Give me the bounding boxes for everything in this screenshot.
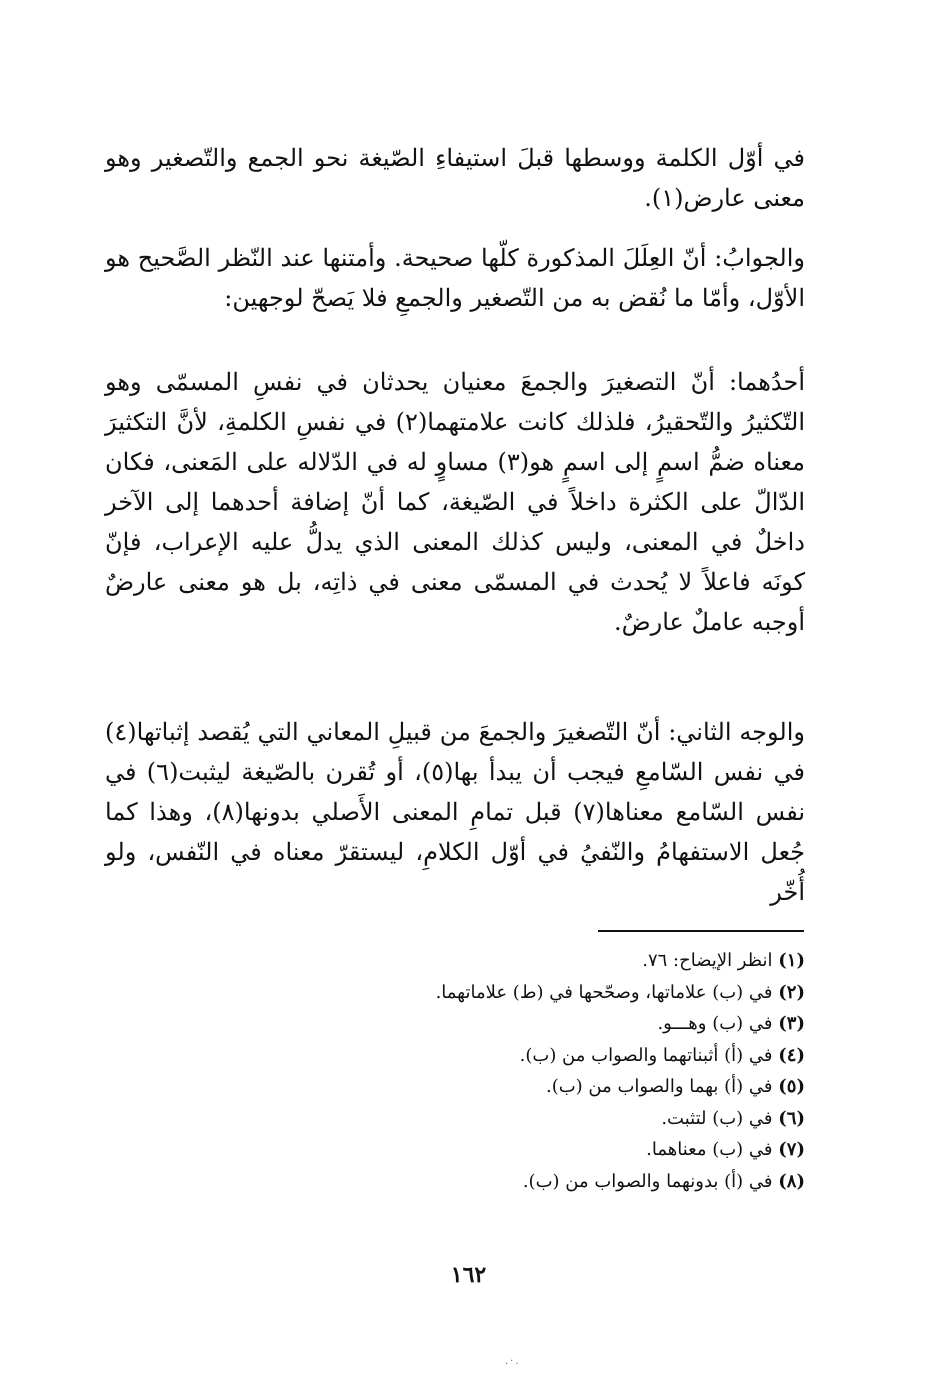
footnote-text: في (ب) علاماتها، وصحّحها في (ط) علاماتهما.	[435, 981, 773, 1003]
footnote-divider	[598, 930, 804, 932]
footnote-item	[300, 1040, 805, 1072]
paragraph-2: والجوابُ: أنّ العِلَلَ المذكورة كلّها صحيحة. وأمتنها عند النّظر الصَّحيح هو الأوّل، وأمّا ما نُقض به من التّصغير والجمعِ فلا يَصحّ لوجهين:	[105, 244, 805, 312]
footnote-item	[300, 1103, 805, 1135]
page-number: ١٦٢	[450, 1262, 487, 1288]
paragraph-3: أحدُهما: أنّ التصغيرَ والجمعَ معنيان يحدثان في نفسِ المسمّى وهو التّكثيرُ والتّحقيرُ، فلذلك كانت علامتهما(٢) في نفسِ الكلمةِ، لأنَّ التكثيرَ معناه ضمُّ اسمٍ إلى اسمٍ هو(٣) مساوٍ له في الدّلاله على المَعنى، فكان الدّالّ على الكثرة داخلاً في الصّيغة، كما أنّ إضافة أحدهما إلى الآخر داخلٌ في المعنى، وليس كذلك المعنى الذي يدلُّ عليه الإعراب، فإنّ كونَه فاعلاً لا يُحدث في المسمّى معنى في ذاتِه، بل هو معنى عارضٌ أوجبه عاملٌ عارضٌ.	[105, 368, 806, 636]
footnote-number: (٤)	[778, 1044, 805, 1066]
footnote-number: (٧)	[778, 1139, 805, 1160]
footnote-text: انظر الإيضاح: ٧٦.	[642, 950, 773, 971]
footnote-item	[300, 1166, 805, 1198]
footnotes-list	[300, 945, 805, 1197]
footnote-number: (٣)	[778, 1013, 805, 1034]
footnote-text: في (أ) بهما والصواب من (ب).	[545, 1076, 773, 1097]
footnote-text: في (أ) أثبناتهما والصواب من (ب).	[519, 1044, 773, 1066]
footnote-number: (٨)	[778, 1170, 805, 1192]
footnote-item	[300, 1008, 805, 1040]
footnote-number: (٢)	[778, 981, 805, 1003]
paragraph-4: والوجه الثاني: أنّ التّصغيرَ والجمعَ من قبيلِ المعاني التي يُقصد إثباتها(٤) في نفس السّامعِ فيجب أن يبدأ بها(٥)، أو تُقرن بالصّيغة ليثبت(٦) في نفس السّامع معناها(٧) قبل تمامِ المعنى الأَصلي بدونها(٨)، وهذا كما جُعل الاستفهامُ والنّفيُ في أوّل الكلامِ، ليستقرّ معناه في النّفس، ولو أُخّر	[105, 718, 806, 906]
footnote-item	[300, 945, 805, 977]
footnote-item	[300, 1071, 805, 1103]
scan-speck: .·.	[505, 1356, 521, 1367]
footnote-text: في (ب) معناهما.	[646, 1139, 773, 1160]
paragraph-1: في أوّل الكلمة ووسطها قبلَ استيفاءِ الصّيغة نحو الجمع والتّصغير وهو معنى عارض(١).	[105, 144, 805, 212]
footnote-item	[300, 977, 805, 1009]
footnote-number: (٥)	[778, 1076, 805, 1097]
footnote-number: (١)	[778, 950, 805, 971]
footnote-text: في (أ) بدونهما والصواب من (ب).	[522, 1170, 773, 1192]
footnote-item	[300, 1134, 805, 1166]
footnote-number: (٦)	[778, 1107, 805, 1129]
footnote-text: في (ب) لتثبت.	[661, 1107, 773, 1129]
footnote-text: في (ب) وهـــو.	[657, 1013, 773, 1034]
